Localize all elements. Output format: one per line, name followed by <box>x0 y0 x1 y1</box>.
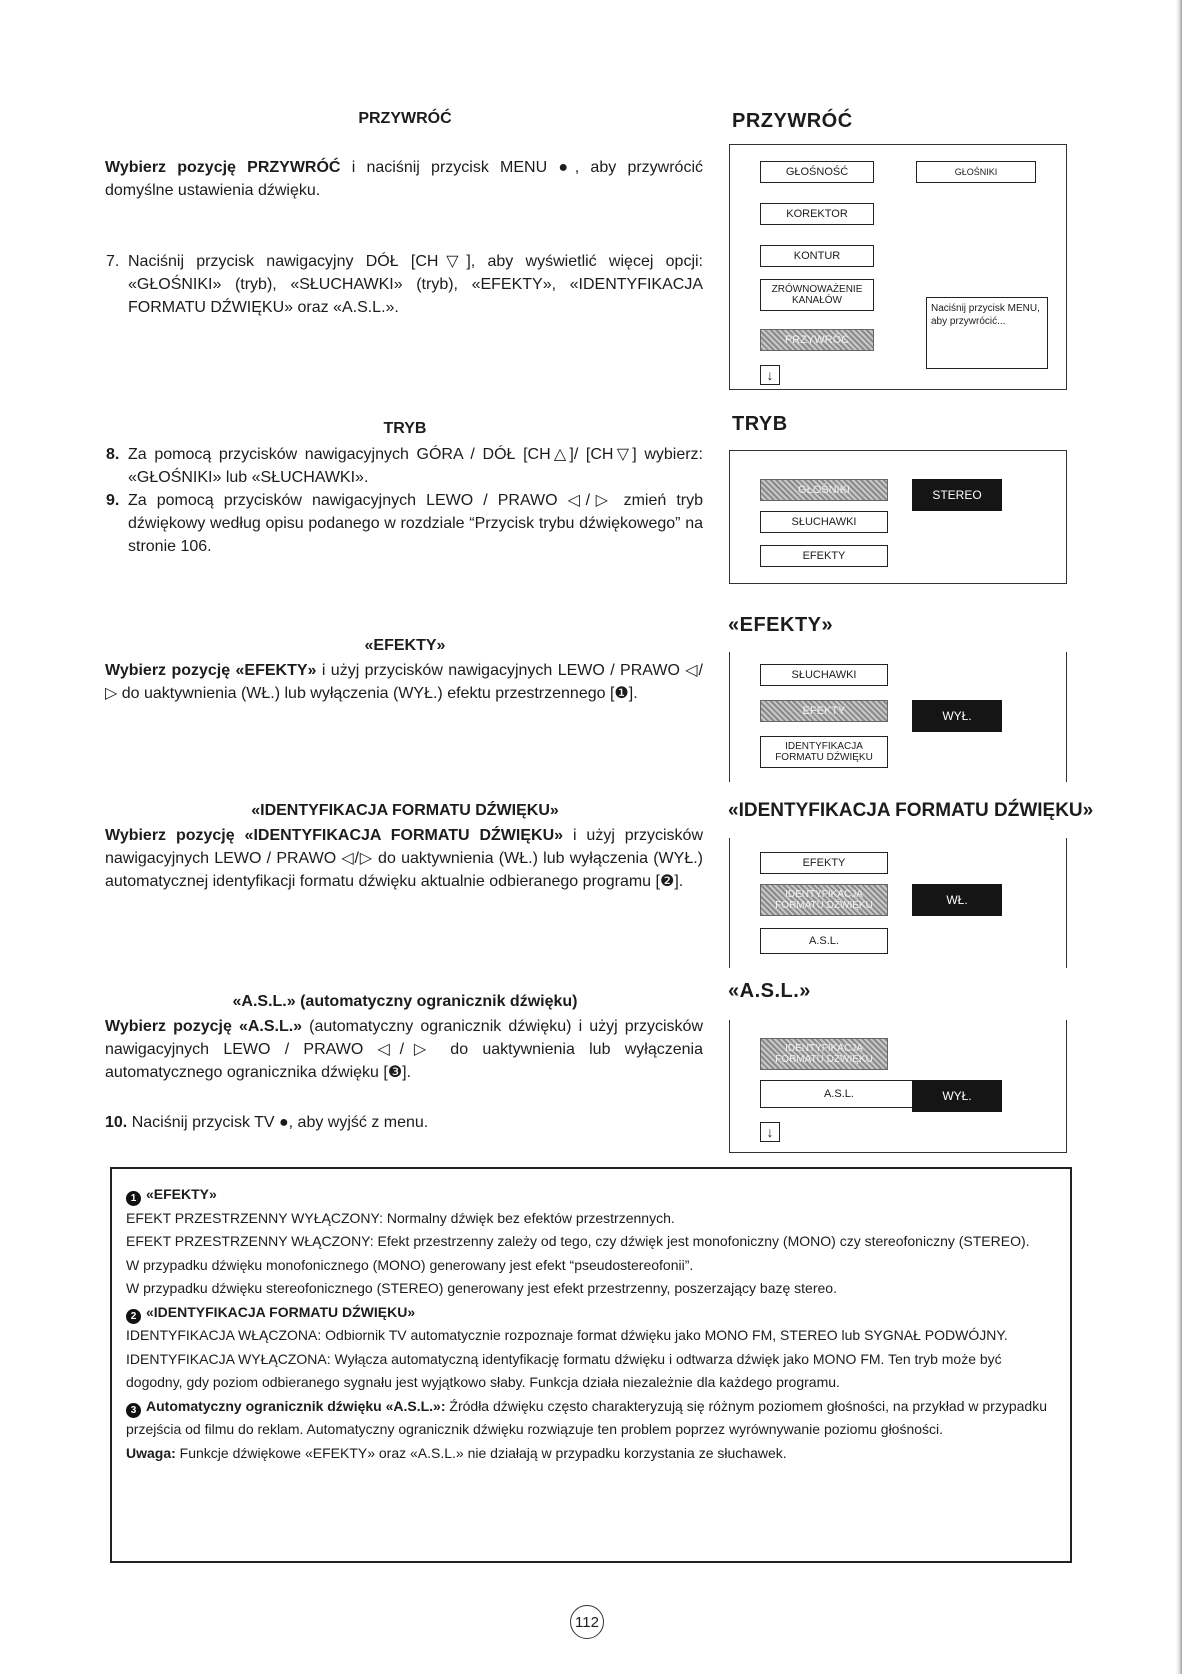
note-3-text: Źródła dźwięku często charakteryzują się różnym poziomem głośności, na przykład w przypadku przejścia od filmu do reklam. Automatyczny ogranicznik dźwięku rozwiązuje ten problem poprzez wyrównywanie poziomu głośności. <box>126 1397 1047 1437</box>
note-1-line-1: EFEKT PRZESTRZENNY WYŁĄCZONY: Normalny dźwięk bez efektów przestrzennych. <box>126 1209 675 1226</box>
effects-value[interactable]: WYŁ. <box>912 700 1002 732</box>
przywroc-lead: Wybierz pozycję PRZYWRÓĆ <box>105 159 341 176</box>
menu-item-sluchawki[interactable]: SŁUCHAWKI <box>760 511 888 533</box>
efekty-paragraph <box>105 659 703 705</box>
section-title-efekty: «EFEKTY» <box>364 637 446 654</box>
step-9-number: 9. <box>106 492 120 509</box>
note-1-line-4: W przypadku dźwięku stereofonicznego (STEREO) generowany jest efekt przestrzenny, poszerzający bazę stereo. <box>126 1280 837 1296</box>
menu-item-identyfikacja[interactable]: IDENTYFIKACJA FORMATU DŹWIĘKU <box>760 736 888 768</box>
efekty-text: i użyj przycisków nawigacyjnych LEWO / PRAWO ◁/▷ do uaktywnienia (WŁ.) lub wyłączenia (WYŁ.) efektu przestrzennego [❶]. <box>105 662 704 702</box>
step-9-text: Za pomocą przycisków nawigacyjnych LEWO / PRAWO ◁/▷ zmień tryb dźwiękowy według opisu podanego w rozdziale “Przycisk trybu dźwiękowego” na stronie 106. <box>128 492 703 555</box>
step-7 <box>106 250 703 319</box>
note-2-line-1: IDENTYFIKACJA WŁĄCZONA: Odbiornik TV automatycznie rozpoznaje format dźwięku jako MONO FM, STEREO lub SYGNAŁ PODWÓJNY. <box>126 1327 1008 1343</box>
menu-panel-tryb <box>729 450 1067 584</box>
efekty-lead: Wybierz pozycję «EFEKTY» <box>105 662 317 679</box>
section-title-przywroc: PRZYWRÓĆ <box>358 110 452 127</box>
menu-item-identyfikacja-selected[interactable]: IDENTYFIKACJA FORMATU DŹWIĘKU <box>760 884 888 916</box>
step-8-number: 8. <box>106 446 120 463</box>
asl-paragraph <box>105 1015 703 1084</box>
menu-item-glosnosc[interactable]: GŁOŚNOŚĆ <box>760 161 874 183</box>
menu-item-korektor[interactable]: KOREKTOR <box>760 203 874 225</box>
note-2-heading: «IDENTYFIKACJA FORMATU DŹWIĘKU» <box>146 1303 416 1320</box>
step-10 <box>105 1111 703 1134</box>
ident-text: i użyj przycisków nawigacyjnych LEWO / PRAWO ◁/▷ do uaktywnienia (WŁ.) lub wyłączenia (WYŁ.) automatycznej identyfikacji formatu dźwięku aktualnie odbieranego programu [❷]. <box>105 827 704 890</box>
step-10-number: 10. <box>105 1114 128 1131</box>
panel-title-asl: «A.S.L.» <box>728 980 811 1002</box>
menu-item-glosniki-selected[interactable]: GŁOŚNIKI <box>760 479 888 501</box>
menu-item-kontur[interactable]: KONTUR <box>760 245 874 267</box>
down-arrow-icon[interactable]: ↓ <box>760 1122 780 1142</box>
asl-lead: Wybierz pozycję «A.S.L.» <box>105 1018 303 1035</box>
note-uwaga-text: Funkcje dźwiękowe «EFEKTY» oraz «A.S.L.» nie działają w przypadku korzystania ze słuchawek. <box>175 1444 787 1461</box>
ident-value[interactable]: WŁ. <box>912 884 1002 916</box>
restore-message-box: Naciśnij przycisk MENU, aby przywrócić... <box>926 297 1048 369</box>
page-number: 112 <box>570 1605 604 1639</box>
step-10-text: Naciśnij przycisk TV ●, aby wyjść z menu. <box>127 1114 429 1131</box>
page-edge <box>1176 0 1182 1674</box>
asl-text: (automatyczny ogranicznik dźwięku) i użyj przycisków nawigacyjnych LEWO / PRAWO ◁/▷ do uaktywnienia lub wyłączenia automatycznego ogranicznika dźwięku [❸]. <box>105 1018 704 1081</box>
note-uwaga-label: Uwaga: <box>126 1444 176 1461</box>
notes-box <box>110 1167 1072 1563</box>
ident-paragraph <box>105 824 703 893</box>
menu-item-przywroc-selected[interactable]: PRZYWRÓĆ <box>760 329 874 351</box>
przywroc-text: i naciśnij przycisk MENU ●, aby przywrócić domyślne ustawienia dźwięku. <box>105 159 704 199</box>
down-arrow-icon[interactable]: ↓ <box>760 365 780 385</box>
menu-item-glosniki[interactable]: GŁOŚNIKI <box>916 161 1036 183</box>
ident-lead: Wybierz pozycję «IDENTYFIKACJA FORMATU DŹWIĘKU» <box>105 827 564 844</box>
panel-title-tryb: TRYB <box>732 413 788 435</box>
mode-value[interactable]: STEREO <box>912 479 1002 511</box>
note-1-heading: «EFEKTY» <box>146 1186 217 1202</box>
menu-panel-ident <box>729 838 1067 968</box>
menu-panel-efekty <box>729 652 1067 782</box>
note-3-heading: Automatyczny ogranicznik dźwięku «A.S.L.»: <box>146 1397 446 1414</box>
note-1-marker: 1 <box>126 1191 141 1206</box>
note-2-line-2: IDENTYFIKACJA WYŁĄCZONA: Wyłącza automatyczną identyfikację formatu dźwięku i odtwarza dźwięk jako MONO FM. Ten tryb może być dogodny, gdy poziom odbieranego sygnału jest wyjątkowo słaby. Funkcja działa niezależnie dla każdego programu. <box>126 1350 1002 1390</box>
step-8-text: Za pomocą przycisków nawigacyjnych GÓRA / DÓŁ [CH△]/ [CH▽] wybierz: «GŁOŚNIKI» lub «SŁUCHAWKI». <box>128 446 703 486</box>
note-1-line-3: W przypadku dźwięku monofonicznego (MONO) generowany jest efekt “pseudostereofonii”. <box>126 1256 694 1273</box>
przywroc-paragraph <box>105 156 703 202</box>
panel-title-ident: «IDENTYFIKACJA FORMATU DŹWIĘKU» <box>728 800 1094 821</box>
note-2-marker: 2 <box>126 1309 141 1324</box>
menu-item-efekty-selected[interactable]: EFEKTY <box>760 700 888 722</box>
menu-item-asl-current[interactable]: A.S.L. <box>760 1080 918 1108</box>
menu-panel-przywroc <box>729 144 1067 390</box>
panel-title-efekty: «EFEKTY» <box>728 614 834 636</box>
step-8 <box>106 443 703 489</box>
menu-item-sluchawki[interactable]: SŁUCHAWKI <box>760 664 888 686</box>
step-7-text: Naciśnij przycisk nawigacyjny DÓŁ [CH▽], aby wyświetlić więcej opcji: «GŁOŚNIKI» (tryb), «SŁUCHAWKI» (tryb), «EFEKTY», «IDENTYFIKACJA FORMATU DŹWIĘKU» oraz «A.S.L.». <box>128 253 703 316</box>
section-title-ident: «IDENTYFIKACJA FORMATU DŹWIĘKU» <box>251 802 559 819</box>
asl-value[interactable]: WYŁ. <box>912 1080 1002 1112</box>
panel-title-przywroc: PRZYWRÓĆ <box>732 110 853 132</box>
menu-item-asl[interactable]: A.S.L. <box>760 928 888 954</box>
menu-item-zrownowazenie[interactable]: ZRÓWNOWAŻENIE KANAŁÓW <box>760 279 874 311</box>
menu-item-efekty[interactable]: EFEKTY <box>760 545 888 567</box>
note-3-marker: 3 <box>126 1403 141 1418</box>
section-title-tryb: TRYB <box>383 420 427 437</box>
step-9 <box>106 489 703 558</box>
step-7-number: 7. <box>106 253 120 270</box>
menu-panel-asl <box>729 1020 1067 1153</box>
menu-item-identyfikacja-highlight[interactable]: IDENTYFIKACJA FORMATU DŹWIĘKU <box>760 1038 888 1070</box>
section-title-asl: «A.S.L.» (automatyczny ogranicznik dźwięku) <box>232 993 578 1010</box>
menu-item-efekty[interactable]: EFEKTY <box>760 852 888 874</box>
note-1-line-2: EFEKT PRZESTRZENNY WŁĄCZONY: Efekt przestrzenny zależy od tego, czy dźwięk jest monofoniczny (MONO) czy stereofoniczny (STEREO). <box>126 1233 1030 1249</box>
